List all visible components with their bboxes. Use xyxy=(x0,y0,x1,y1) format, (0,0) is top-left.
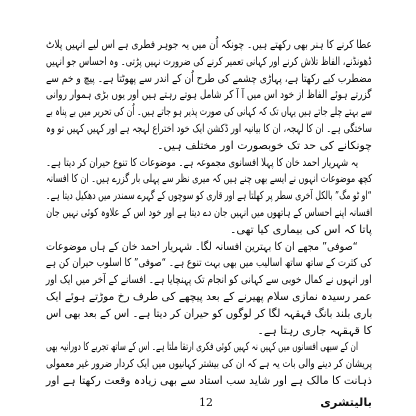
text-line xyxy=(46,272,372,289)
line-text: گزرتے ہوئے الفاظ از خود اس میں آ آ کر شامل ہوتے رہتے ہیں اور یوں بڑی ہموار روانی xyxy=(46,88,372,102)
text-line xyxy=(46,323,372,340)
line-text: باری بلند بانگ قہقہہ لگا کر لوگوں کو حیران کر دیتا ہے۔ اس کے بعد بھی اس xyxy=(45,306,372,320)
text-line xyxy=(46,373,372,390)
line-text: چونکانے کی حد تک خوبصورت اور مختلف ہیں۔ xyxy=(157,138,372,152)
line-text: عمر رسیدہ نمازی سلام پھیرنے کے بعد پیچھے کی طرف رخ موڑتے ہوئے ایک xyxy=(46,289,372,303)
paragraph xyxy=(46,239,372,340)
line-text: سے بہتے چلے جاتے ہیں یہاں تک کہ کہانی کی صورت پذیر ہو جاتے ہیں۔ اُن کی تحریر میں بے پناہ بے xyxy=(46,105,372,119)
line-text: ذہانت کا مالک ہے اور شاید سب استاد سے بھی زیادہ وقعت رکھتا ہے اور xyxy=(46,373,372,387)
page-body-text xyxy=(46,37,372,390)
line-text: “او ٹو مگ” بالکل آخری سطر پر کھلتا ہے اور قاری کو سوچوں کے گہرے سمندر میں دھکیل دیتا ہے۔ xyxy=(46,189,372,203)
text-line xyxy=(46,87,372,104)
line-text: کچھ موضوعات انہوں نے ایسے بھی چنے ہیں کہ میری نظر سے پہلی بار گزرے ہیں۔ ان کا افسانہ xyxy=(45,172,372,186)
text-line xyxy=(46,239,372,256)
line-text: ڈھونڈنے، الفاظ تلاش کرنے اور کہانی تعمیر کرنے کی ضرورت نہیں پڑتی۔ وہ احساس جو انہیں xyxy=(46,54,372,68)
text-line xyxy=(46,171,372,188)
line-text: “صوفی” مجھے ان کا بہترین افسانہ لگا۔ شہریار احمد خان کے ہاں موضوعات xyxy=(46,239,358,253)
text-line xyxy=(46,188,372,205)
text-line xyxy=(46,339,372,356)
paragraph xyxy=(46,339,372,389)
paragraph xyxy=(46,37,372,155)
text-line xyxy=(46,71,372,88)
text-line xyxy=(46,138,372,155)
line-text: عطا کرنے کا ہنر بھی رکھتے ہیں۔ چونکہ اُن میں یہ جوہر فطری ہے اس لیے انہیں پلاٹ xyxy=(46,38,372,51)
line-text: مضطرب کیے رکھتا ہے، پہاڑی چشمے کی طرح اُن کے اندر سے پھوٹتا ہے۔ پیچ و خم سے xyxy=(46,71,372,85)
line-text: ان کے سبھی افسانوں میں کہیں نہ کہیں کوئی فکری ارتقا ملتا ہے۔ اس کے ساتھ تجربے کا دورانیہ بھی xyxy=(46,340,358,354)
line-text: ساختگی ہے۔ ان کا لہجہ، ان کا بیانیہ اور ڈکشن ایک خود اختراع لہجہ ہے اور کہیں کہیں تو وہ xyxy=(46,121,372,135)
text-line xyxy=(46,54,372,71)
line-text: پریشان کر دینے والی بات یہ ہے کہ ان کی بیشتر کہانیوں میں ایک کردار ضرور غیر معمولی xyxy=(46,357,372,371)
paragraph xyxy=(46,155,372,239)
text-line xyxy=(46,155,372,172)
line-text: کی کثرت کے ساتھ ساتھ اسالیب میں بھی بہت تنوع ہے۔ “صوفی” کا اسلوب حیران کن ہے xyxy=(46,256,372,270)
page-number: 12 xyxy=(199,396,213,409)
line-text: یہ شہریار احمد خان کا پہلا افسانوی مجموعہ ہے۔ موضوعات کا تنوع حیران کر دیتا ہے۔ xyxy=(45,155,358,169)
text-line xyxy=(46,37,372,54)
text-line xyxy=(46,104,372,121)
text-line xyxy=(46,121,372,138)
text-line xyxy=(46,356,372,373)
text-line xyxy=(46,205,372,222)
running-title: بالیتشری xyxy=(320,395,372,409)
line-text: پاتا کہ اس کی بیماری کیا تھی۔ xyxy=(229,222,372,236)
text-line xyxy=(46,255,372,272)
text-line xyxy=(46,306,372,323)
line-text: اور انہوں نے کمال خوبی سے کہانی کو انجام تک پہنچایا ہے۔ افسانے کے آخر میں ایک اور xyxy=(46,273,372,287)
line-text: افسانہ اپنے احساس کے ہاتھوں میں انہیں جان دے دیتا ہے اور خود اس کے علاوہ کوئی نہیں جان xyxy=(45,205,372,219)
text-line xyxy=(46,222,372,239)
line-text: کا قہقہہ جاری رہتا ہے۔ xyxy=(257,323,372,337)
text-line xyxy=(46,289,372,306)
